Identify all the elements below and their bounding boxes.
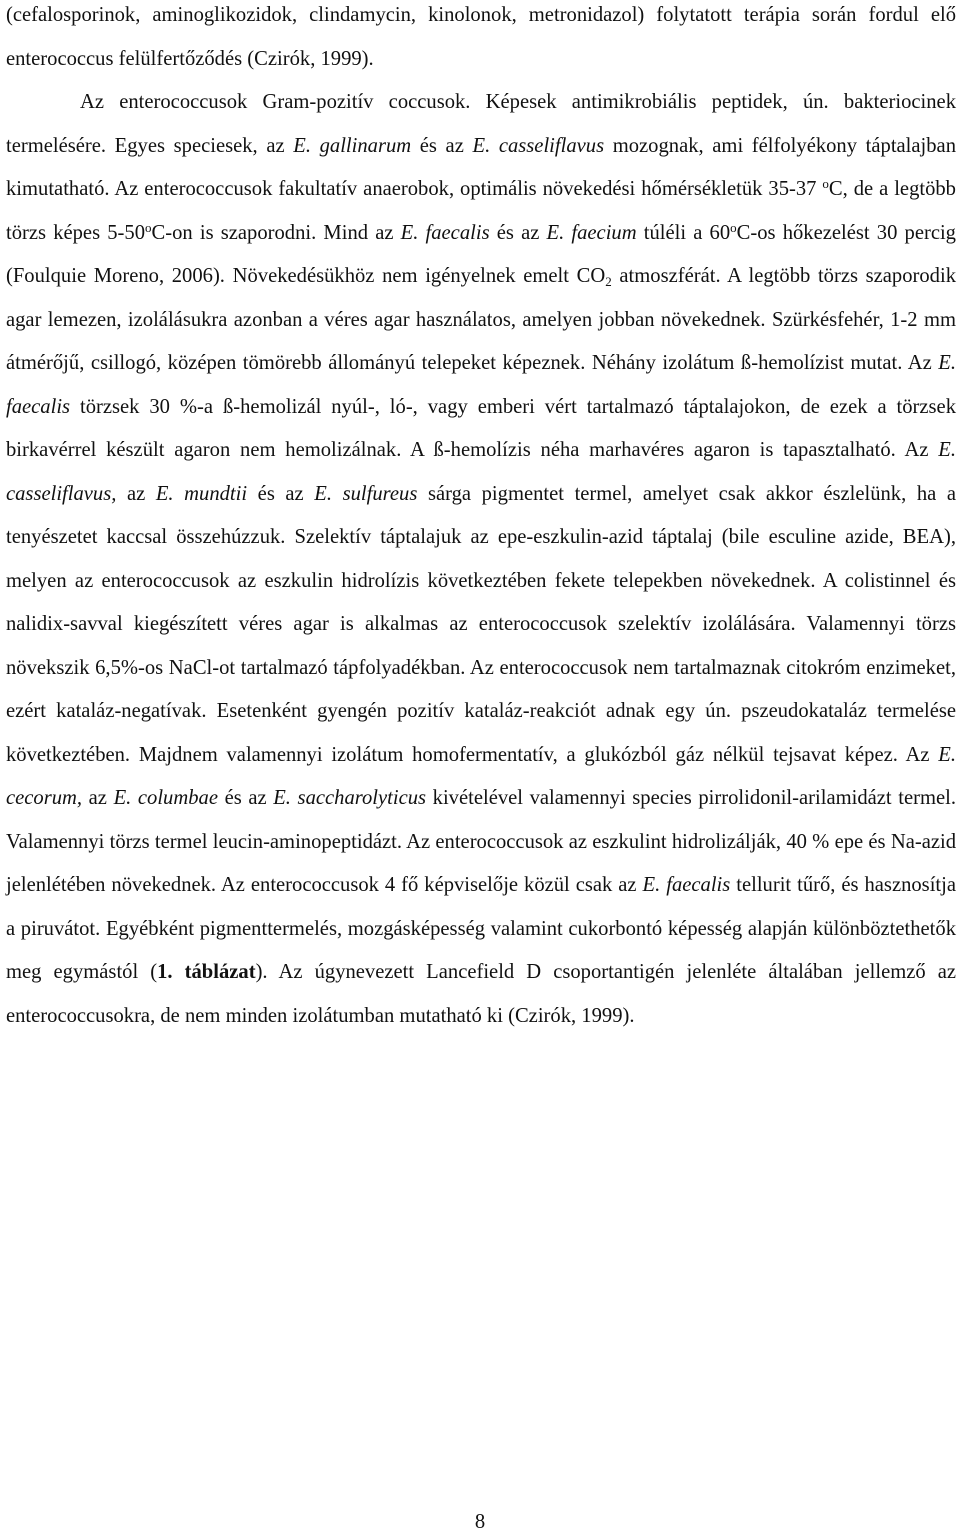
body-text-run: és az: [217, 787, 274, 809]
degree-superscript: o: [730, 219, 737, 235]
body-text-run: és az: [411, 134, 473, 157]
italic-species-name: E. faecalis: [6, 352, 956, 418]
italic-species-name: E. cecorum,: [6, 743, 956, 809]
paragraph-2: [6, 81, 956, 1038]
body-text-run: mozognak, ami félfolyékony táptalajban kimutatható. Az enterococcusok fakultatív anaerobok, optimális növekedési hőmérsékletük 35-37: [6, 134, 956, 200]
italic-species-name: E. mundtii: [155, 482, 248, 505]
body-text-run: C, de a legtöbb törzs képes 5-50: [6, 178, 956, 244]
body-text-run: az: [82, 787, 114, 809]
body-text-run: és az: [247, 482, 315, 505]
paragraph-1: [6, 0, 956, 81]
italic-species-name: E. faecalis: [642, 874, 731, 896]
body-text-run: és az: [489, 221, 547, 244]
italic-species-name: E. columbae: [113, 787, 218, 809]
degree-superscript: o: [145, 219, 152, 235]
italic-species-name: E. sulfureus: [314, 482, 418, 505]
body-text-run: az: [116, 482, 156, 505]
body-text-run: tellurit tűrő, és hasznosítja a piruvátot. Egyébként pigmenttermelés, mozgásképesség valamint cukorbontó képesség alapján különböztethetők meg egymástól (: [6, 874, 956, 983]
italic-species-name: E. faecalis: [400, 221, 490, 244]
body-text-run: atmoszférát. A legtöbb törzs szaporodik agar lemezen, izolálásukra azonban a véres agar használatos, amelyen jobban növekednek. Szürkésfehér, 1-2 mm átmérőjű, csillogó, középen tömörebb állományú telepeket képeznek. Néhány izolátum ß-hemolízist mutat. Az: [6, 265, 956, 374]
degree-superscript: o: [822, 176, 829, 191]
body-text-run: C-os hőkezelést 30 percig (Foulquie Moreno, 2006). Növekedésükhöz nem igényelnek emelt CO: [6, 221, 956, 287]
page-number: 8: [474, 1511, 486, 1533]
italic-species-name: E. faecium: [546, 221, 637, 244]
italic-species-name: E. casseliflavus,: [6, 439, 956, 505]
body-text-run: kivételével valamennyi species pirrolidonil-arilamidázt termel. Valamennyi törzs termel leucin-aminopeptidázt. Az enterococcusok az eszkulint hidrolizálják, 40 % epe és Na-azid jelenlétében növekednek. Az enterococcusok 4 fő képviselője közül csak az: [6, 787, 956, 896]
body-text-run: (cefalosporinok, aminoglikozidok, clindamycin, kinolonok, metronidazol) folytatott terápia során fordul elő enterococcus felülfertőződés (Czirók, 1999).: [6, 4, 956, 70]
body-text: [6, 0, 956, 1038]
bold-reference: 1. táblázat: [157, 961, 256, 983]
body-text-run: C-on is szaporodni. Mind az: [151, 221, 401, 244]
subscript: 2: [605, 274, 612, 289]
italic-species-name: E. saccharolyticus: [273, 787, 427, 809]
italic-species-name: E. casseliflavus: [472, 134, 605, 157]
body-text-run: törzsek 30 %-a ß-hemolizál nyúl-, ló-, vagy emberi vért tartalmazó táptalajokon, de ezek a törzsek birkavérrel készült agaron nem hemolizálnak. A ß-hemolízis néha marhavéres agaron is tapasztalható. Az: [6, 395, 956, 461]
body-text-run: Az enterococcusok Gram-pozitív coccusok. Képesek antimikrobiális peptidek, ún. bakteriocinek termelésére. Egyes speciesek, az: [6, 91, 956, 157]
italic-species-name: E. gallinarum: [293, 134, 412, 157]
body-text-run: sárga pigmentet termel, amelyet csak akkor észlelünk, ha a tenyészetet kaccsal összehúzzuk. Szelektív táptalajuk az epe-eszkulin-azid táptalaj (bile esculine azide, BEA), melyen az enterococcusok az eszkulin hidrolízis következtében fekete telepekben növekednek. A colistinnel és nalidix-savval kiegészített véres agar is alkalmas az enterococcusok szelektív izolálására. Valamennyi törzs növekszik 6,5%-os NaCl-ot tartalmazó tápfolyadékban. Az enterococcusok nem tartalmaznak citokróm enzimeket, ezért kataláz-negatívak. Esetenként gyengén pozitív kataláz-reakciót adnak egy ún. pszeudokataláz termelése következtében. Majdnem valamennyi izolátum homofermentatív, a glukózból gáz nélkül tejsavat képez. Az: [6, 482, 956, 766]
body-text-run: túléli a 60: [636, 221, 731, 244]
body-text-run: ). Az úgynevezett Lancefield D csoportantigén jelenléte általában jellemző az enterococcusokra, de nem minden izolátumban mutatható ki (Czirók, 1999).: [6, 961, 957, 1027]
